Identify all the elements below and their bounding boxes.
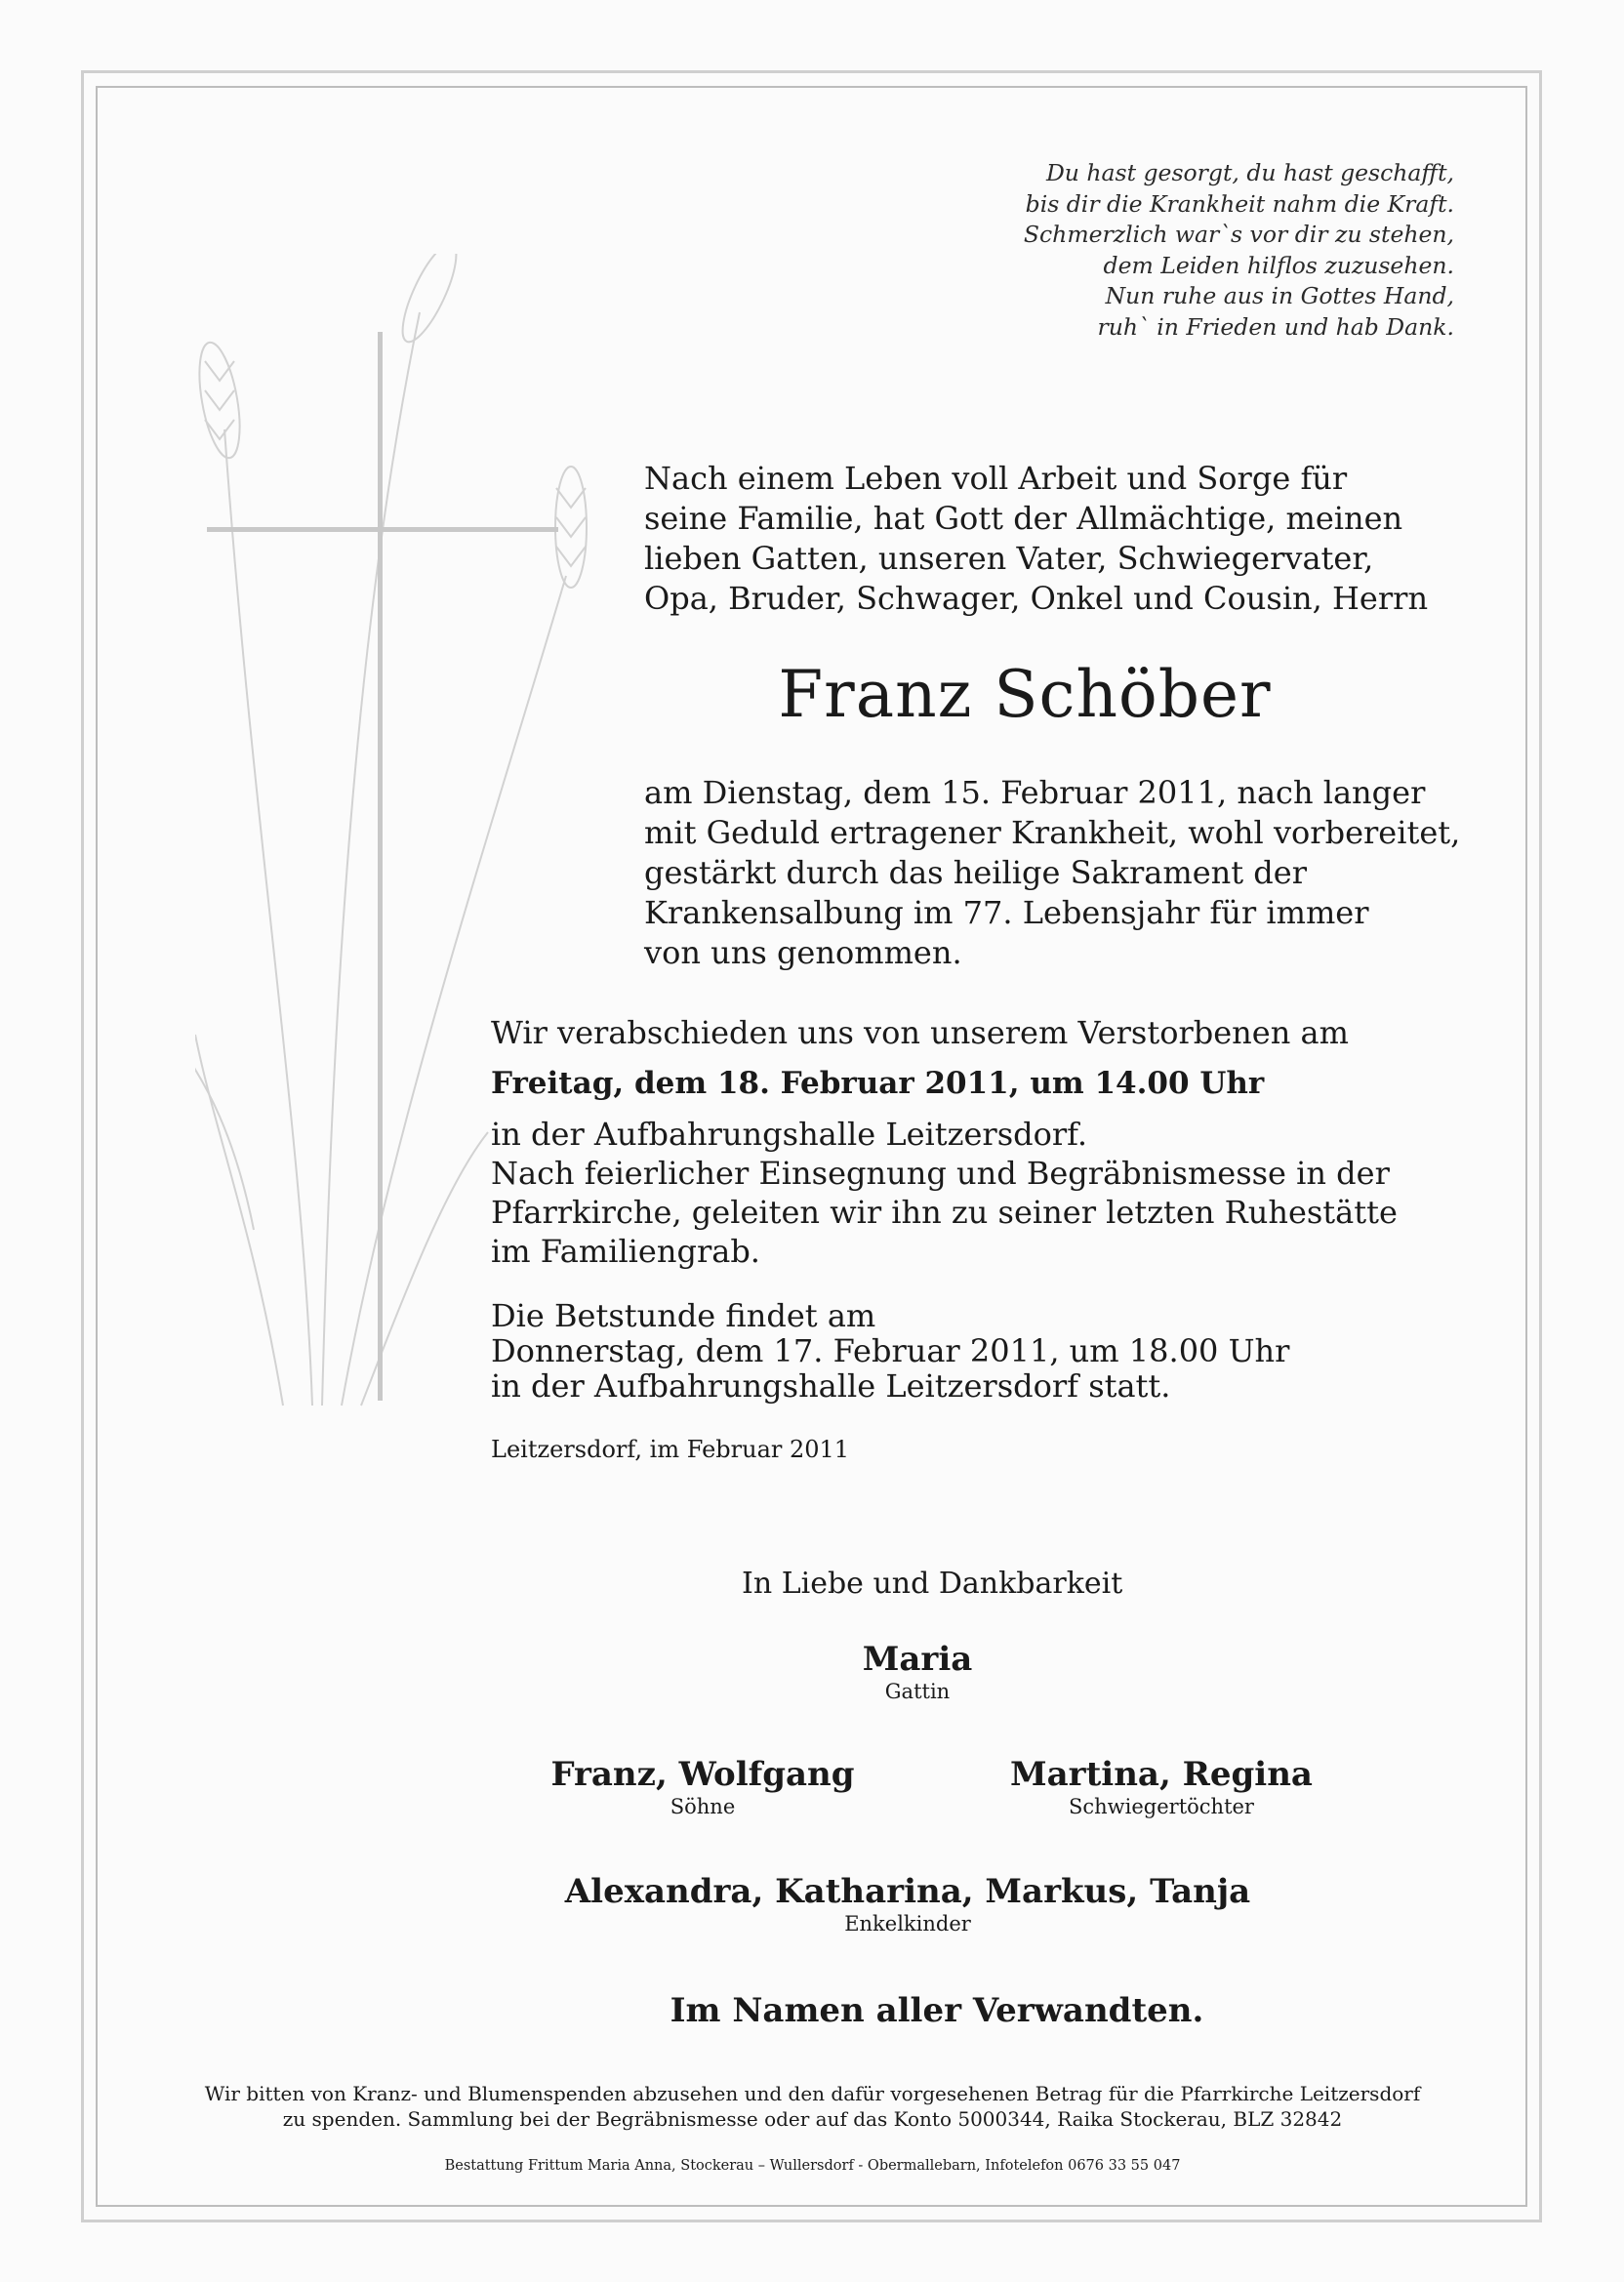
in-love-line: In Liebe und Dankbarkeit: [742, 1567, 1123, 1601]
death-line: gestärkt durch das heilige Sakrament der: [644, 854, 1307, 891]
farewell-line: Pfarrkirche, geleiten wir ihn zu seiner letzten Ruhestätte: [491, 1194, 1398, 1231]
place-date: Leitzersdorf, im Februar 2011: [491, 1436, 850, 1463]
mourner-role: Enkelkinder: [844, 1912, 971, 1936]
poem-line: dem Leiden hilflos zuzusehen.: [1103, 251, 1454, 279]
death-line: von uns genommen.: [644, 934, 962, 971]
prayer-line: in der Aufbahrungshalle Leitzersdorf statt.: [491, 1367, 1171, 1405]
death-line: mit Geduld ertragener Krankheit, wohl vorbereitet,: [644, 814, 1461, 851]
farewell-line: im Familiengrab.: [491, 1233, 760, 1270]
poem-line: Schmerzlich war`s vor dir zu stehen,: [1023, 221, 1454, 248]
mourner-role: Gattin: [884, 1680, 951, 1703]
funeral-date: Freitag, dem 18. Februar 2011, um 14.00 Uhr: [491, 1066, 1265, 1101]
poem: [878, 158, 1454, 343]
farewell-line: Wir verabschieden uns von unserem Verstorbenen am: [491, 1014, 1349, 1051]
intro-line: Opa, Bruder, Schwager, Onkel und Cousin, Herrn: [644, 580, 1429, 617]
donation-note: [127, 2081, 1498, 2132]
mourner-name: Maria: [862, 1640, 973, 1679]
farewell-line: in der Aufbahrungshalle Leitzersdorf.: [491, 1116, 1088, 1153]
closing-line: Im Namen aller Verwandten.: [670, 1991, 1204, 2030]
poem-line: bis dir die Krankheit nahm die Kraft.: [1025, 189, 1454, 218]
intro-paragraph: [644, 459, 1428, 619]
intro-line: seine Familie, hat Gott der Allmächtige, meinen: [644, 500, 1403, 537]
mourner-name: Franz, Wolfgang: [550, 1755, 855, 1794]
poem-line: Nun ruhe aus in Gottes Hand,: [1105, 282, 1454, 309]
prayer-line: Die Betstunde findet am: [491, 1297, 876, 1334]
funeral-home-footer: Bestattung Frittum Maria Anna, Stockerau – Wullersdorf - Obermallebarn, Infotelefon 0676 33 55 047: [444, 2158, 1181, 2174]
death-line: am Dienstag, dem 15. Februar 2011, nach langer: [644, 774, 1426, 811]
mourner-grandchildren: [517, 1872, 1298, 1936]
death-line: Krankensalbung im 77. Lebensjahr für immer: [644, 894, 1369, 931]
death-paragraph: [644, 773, 1460, 973]
mourner-name: Martina, Regina: [1010, 1755, 1313, 1794]
donation-line: Wir bitten von Kranz- und Blumenspenden abzusehen und den dafür vorgesehenen Betrag für die Pfarrkirche Leitzersdorf: [204, 2082, 1421, 2105]
intro-line: Nach einem Leben voll Arbeit und Sorge für: [644, 460, 1348, 497]
poem-line: Du hast gesorgt, du hast geschafft,: [1045, 159, 1454, 186]
donation-line: zu spenden. Sammlung bei der Begräbnismesse oder auf das Konto 5000344, Raika Stockerau, BLZ 32842: [282, 2107, 1343, 2131]
prayer-paragraph: [491, 1298, 1289, 1404]
mourner-sons: [508, 1755, 898, 1819]
mourner-daughters-in-law: [956, 1755, 1366, 1819]
farewell-paragraph: [491, 1013, 1398, 1271]
mourner-wife: [781, 1640, 1054, 1704]
poem-line: ruh` in Frieden und hab Dank.: [1097, 312, 1454, 341]
intro-line: lieben Gatten, unseren Vater, Schwiegervater,: [644, 540, 1374, 577]
farewell-line: Nach feierlicher Einsegnung und Begräbnismesse in der: [491, 1155, 1390, 1192]
deceased-name: Franz Schöber: [778, 657, 1272, 732]
mourner-name: Alexandra, Katharina, Markus, Tanja: [564, 1872, 1251, 1911]
mourner-role: Schwiegertöchter: [1069, 1795, 1254, 1818]
prayer-line: Donnerstag, dem 17. Februar 2011, um 18.00 Uhr: [491, 1332, 1290, 1369]
mourner-role: Söhne: [670, 1795, 736, 1818]
